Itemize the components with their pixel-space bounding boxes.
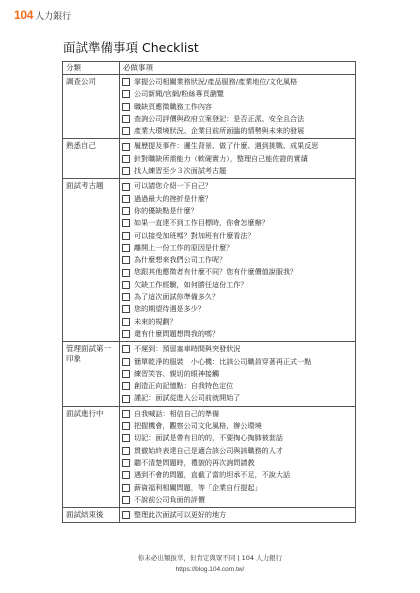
checklist-item-label: 您的期望待遇是多少？ bbox=[134, 304, 205, 314]
checklist-item-label: 切記：面試是帶有目的的，不要掏心掏肺被套話 bbox=[134, 433, 283, 443]
checklist-item-label: 可以請您介紹一下自己？ bbox=[134, 181, 213, 191]
checklist-item-label: 掌握公司相關業務狀況/產品服務/產業地位/文化風格 bbox=[134, 77, 298, 86]
checklist-item bbox=[120, 205, 355, 217]
checklist-item bbox=[120, 445, 355, 457]
checkbox[interactable] bbox=[122, 345, 130, 353]
section-category: 面試考古題 bbox=[63, 179, 120, 342]
checkbox[interactable] bbox=[122, 195, 130, 203]
section-category: 管理面試第一印象 bbox=[63, 342, 120, 406]
checklist-item-label: 謹記：面試從進入公司前就開始了 bbox=[134, 393, 241, 403]
checkbox[interactable] bbox=[122, 244, 130, 252]
section-row bbox=[63, 508, 356, 523]
checkbox[interactable] bbox=[122, 293, 130, 301]
checklist-item bbox=[120, 420, 355, 432]
page-title: 面試準備事項 Checklist bbox=[63, 40, 199, 55]
section-category: 面試結束後 bbox=[63, 508, 120, 523]
checkbox[interactable] bbox=[122, 422, 130, 430]
checklist-item bbox=[120, 242, 355, 254]
brand-name: 人力銀行 bbox=[35, 11, 72, 22]
footer-slogan: 你未必出類拔萃，但肯定與眾不同 | 104 人力銀行 bbox=[137, 554, 283, 562]
checklist-item bbox=[120, 457, 355, 469]
section-row bbox=[63, 179, 356, 342]
checkbox[interactable] bbox=[122, 496, 130, 504]
checkbox[interactable] bbox=[122, 207, 130, 215]
checkbox[interactable] bbox=[122, 127, 130, 135]
checklist-item bbox=[120, 230, 355, 242]
header-category: 分類 bbox=[63, 62, 120, 75]
checkbox[interactable] bbox=[122, 447, 130, 455]
section-items bbox=[120, 179, 356, 342]
section-items bbox=[120, 406, 356, 507]
section-items bbox=[120, 508, 356, 523]
checklist-item bbox=[120, 356, 355, 368]
section-row bbox=[63, 75, 356, 139]
checkbox[interactable] bbox=[122, 155, 130, 163]
checkbox[interactable] bbox=[122, 143, 130, 151]
checkbox[interactable] bbox=[122, 281, 130, 289]
checklist-item-label: 不遲到：預留塞車時間與突發狀況 bbox=[134, 344, 241, 354]
checkbox[interactable] bbox=[122, 90, 130, 98]
checkbox[interactable] bbox=[122, 358, 130, 366]
checklist-item bbox=[120, 76, 355, 88]
checkbox[interactable] bbox=[122, 511, 130, 519]
checklist-item-label: 為什麼想來我們公司工作呢？ bbox=[134, 255, 227, 265]
checklist-item bbox=[120, 140, 355, 152]
checklist-item bbox=[120, 291, 355, 303]
checkbox[interactable] bbox=[122, 382, 130, 390]
checklist-item bbox=[120, 88, 355, 100]
checklist-item bbox=[120, 328, 355, 340]
checklist-item-label: 產業大環境狀況、企業目前所面臨的情勢與未來的發展 bbox=[134, 126, 305, 136]
checkbox[interactable] bbox=[122, 484, 130, 492]
section-category: 熟悉自己 bbox=[63, 139, 120, 179]
checklist-item-label: 您跟其他應徵者有什麼不同？您有什麼價值說服我？ bbox=[134, 267, 298, 277]
checklist-item bbox=[120, 193, 355, 205]
checkbox[interactable] bbox=[122, 459, 130, 467]
checkbox[interactable] bbox=[122, 305, 130, 313]
checkbox[interactable] bbox=[122, 471, 130, 479]
checklist-item bbox=[120, 254, 355, 266]
checkbox[interactable] bbox=[122, 167, 130, 175]
section-items bbox=[120, 342, 356, 406]
checkbox[interactable] bbox=[122, 410, 130, 418]
section-category: 調查公司 bbox=[63, 75, 120, 139]
checklist-item-label: 職缺頁應徵職務工作內容 bbox=[134, 101, 213, 111]
header-items: 必做事項 bbox=[120, 62, 356, 75]
checklist-table bbox=[62, 61, 356, 523]
checklist-item-label: 聽不清楚問題時，禮貌的再次詢問請教 bbox=[134, 457, 255, 467]
checklist-item-label: 找人練習至少３次面試考古題 bbox=[134, 166, 227, 176]
checkbox[interactable] bbox=[122, 330, 130, 338]
checklist-item-label: 整理此次面試可以更好的地方 bbox=[134, 510, 227, 520]
table-header-row bbox=[63, 62, 356, 75]
checklist-item-label: 不說前公司負面的評價 bbox=[134, 494, 205, 504]
checklist-item-label: 你的優缺點是什麼？ bbox=[134, 205, 198, 215]
checkbox[interactable] bbox=[122, 370, 130, 378]
checklist-item-label: 未來的規劃？ bbox=[134, 316, 177, 326]
checklist-item bbox=[120, 153, 355, 165]
checklist-item-label: 把握機會，觀察公司文化風格，辦公環境 bbox=[134, 421, 262, 431]
checkbox[interactable] bbox=[122, 256, 130, 264]
checkbox[interactable] bbox=[122, 434, 130, 442]
checkbox[interactable] bbox=[122, 232, 130, 240]
checklist-item-label: 針對職缺所需能力（軟硬實力），整理自己能佐證的實績 bbox=[134, 153, 308, 163]
checklist-item bbox=[120, 482, 355, 494]
checklist-item bbox=[120, 279, 355, 291]
checklist-item bbox=[120, 432, 355, 444]
checklist-item bbox=[120, 303, 355, 315]
checkbox[interactable] bbox=[122, 219, 130, 227]
checklist-item-label: 履歷提及事件：邏生背景、做了什麼、遇到挑戰、成果反思 bbox=[134, 141, 319, 151]
checklist-item bbox=[120, 469, 355, 481]
checklist-item-label: 如果一直達不到工作目標時，你會怎麼辦？ bbox=[134, 218, 269, 228]
checklist-item-label: 貫徹始終表達自己是適合該公司與該職務的人才 bbox=[134, 445, 283, 455]
checklist-item-label: 過過最大的挫折是什麼？ bbox=[134, 193, 213, 203]
brand-number: 104 bbox=[14, 8, 34, 22]
checklist-item bbox=[120, 113, 355, 125]
checkbox[interactable] bbox=[122, 318, 130, 326]
checklist-item-label: 欠缺工作經驗，如何勝任這份工作？ bbox=[134, 279, 248, 289]
brand-logo bbox=[14, 8, 71, 22]
checklist-item bbox=[120, 380, 355, 392]
checklist-item bbox=[120, 343, 355, 355]
checkbox[interactable] bbox=[122, 78, 130, 86]
checklist-item-label: 簡單乾淨的服裝 小心機：比該公司職員穿著再正式一點 bbox=[134, 356, 312, 366]
checklist-item-label: 查詢公司評價與政府立案登記：是否正派、安全且合法 bbox=[134, 113, 305, 123]
checklist-body bbox=[63, 75, 356, 523]
checklist-item bbox=[120, 494, 355, 506]
section-row bbox=[63, 406, 356, 507]
section-items bbox=[120, 75, 356, 139]
checklist-item bbox=[120, 180, 355, 192]
checkbox[interactable] bbox=[122, 115, 130, 123]
checklist-item bbox=[120, 316, 355, 328]
checklist-item bbox=[120, 509, 355, 521]
checklist-item bbox=[120, 125, 355, 137]
checklist-item bbox=[120, 408, 355, 420]
checklist-item-label: 還有什麼問題想問我的嗎？ bbox=[134, 328, 220, 338]
footer-url: https://blog.104.com.tw/ bbox=[175, 566, 245, 573]
checklist-item bbox=[120, 266, 355, 278]
checklist-item bbox=[120, 217, 355, 229]
checklist-item-label: 自我喊話：相信自己的準備 bbox=[134, 408, 220, 418]
checklist-item bbox=[120, 101, 355, 113]
section-row bbox=[63, 139, 356, 179]
section-category: 面試進行中 bbox=[63, 406, 120, 507]
checkbox[interactable] bbox=[122, 269, 130, 277]
checklist-item bbox=[120, 165, 355, 177]
section-items bbox=[120, 139, 356, 179]
checkbox[interactable] bbox=[122, 183, 130, 191]
checklist-item-label: 為了這次面試你準備多久？ bbox=[134, 292, 220, 302]
checklist-item-label: 遇到不會的問題，直截了當的坦承不足，不說大話 bbox=[134, 470, 291, 480]
checklist-item-label: 可以接受加班嗎？對加班有什麼看法？ bbox=[134, 230, 255, 240]
checklist-item-label: 練習笑容、親切的眼神接觸 bbox=[134, 368, 220, 378]
checklist-item-label: 薪資福利相關問題，等「企業自行提起」 bbox=[134, 482, 262, 492]
checklist-item-label: 離開上一份工作的原因是什麼？ bbox=[134, 242, 234, 252]
section-row bbox=[63, 342, 356, 406]
checklist-item bbox=[120, 368, 355, 380]
checklist-item-label: 創造正向記憶點：自我特色定位 bbox=[134, 381, 234, 391]
checkbox[interactable] bbox=[122, 395, 130, 403]
checklist-item bbox=[120, 392, 355, 404]
checklist-item-label: 公司新聞/官網/粉絲專頁瀏覽 bbox=[134, 89, 224, 99]
checkbox[interactable] bbox=[122, 103, 130, 111]
